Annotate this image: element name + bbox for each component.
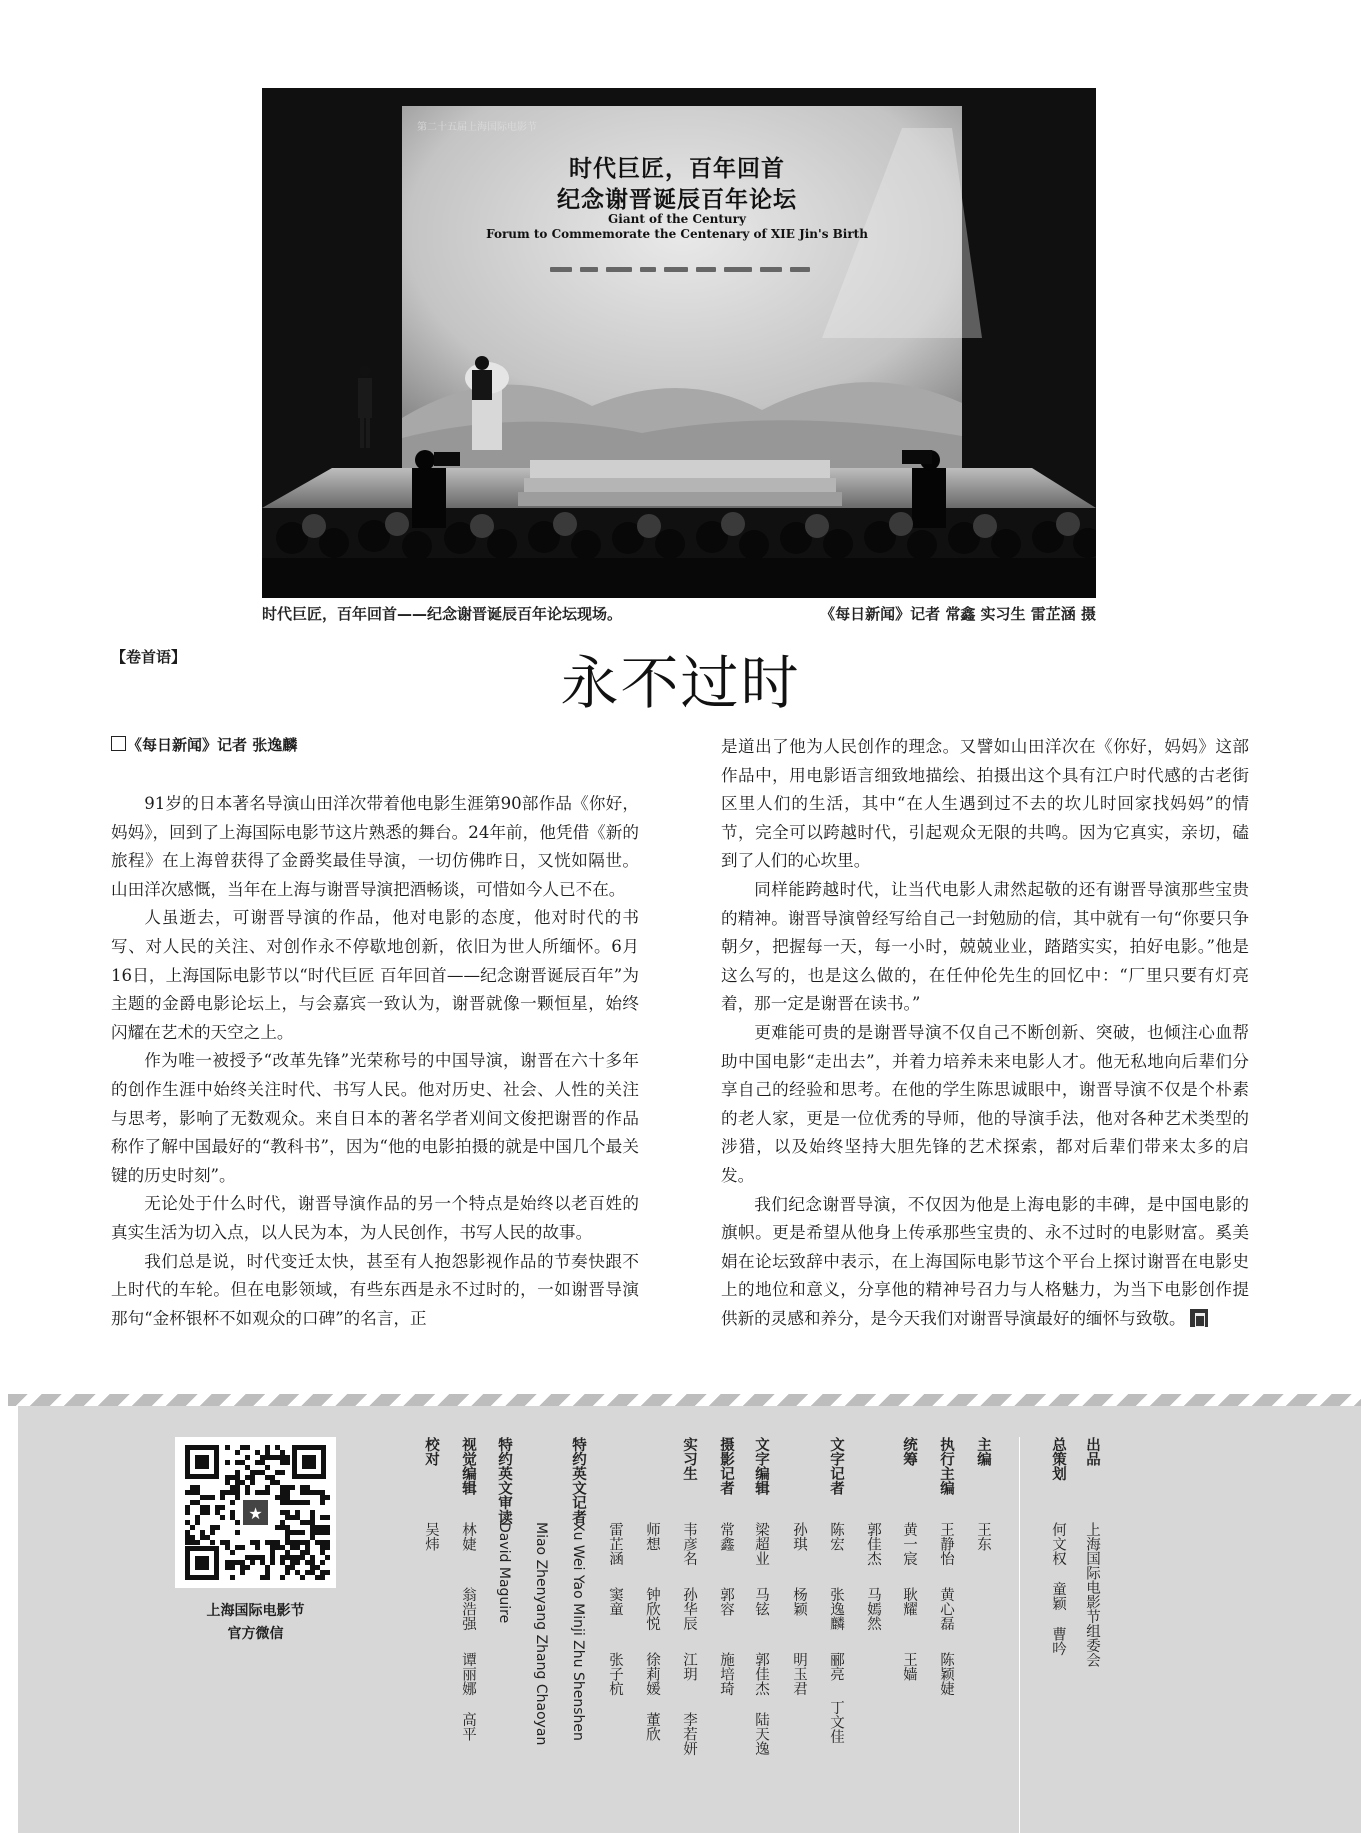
- qr-caption-line2: 官方微信: [227, 1626, 284, 1642]
- festival-logo-text: 第二十五届上海国际电影节: [417, 122, 537, 133]
- role-jiaodui: 校对: [423, 1437, 439, 1466]
- names-shixisheng-a2: 孙华辰: [681, 1587, 697, 1631]
- screen-title-en-line2: Forum to Commemorate the Centenary of XIE Jin's Birth: [486, 227, 868, 241]
- names-shixisheng-a4: 李若妍: [681, 1712, 697, 1756]
- names-teyueyingwenjizhe-1: Xu Wei Yao Minji Zhu Shenshen: [570, 1522, 586, 1741]
- role-sheyingjizhe: 摄影记者: [718, 1437, 734, 1495]
- names-shixisheng-a1: 韦彦名: [681, 1522, 697, 1566]
- masthead-separator: [1019, 1437, 1020, 1833]
- hatched-divider: [8, 1394, 1361, 1406]
- names-wenzibianji-b3: 郭佳杰: [753, 1652, 769, 1696]
- names-wenzibianji-b2: 马铉: [753, 1587, 769, 1616]
- role-tongchou: 统筹: [901, 1437, 917, 1466]
- names-wenzibianji-a3: 明玉君: [791, 1652, 807, 1696]
- article-left-column: [111, 790, 639, 1333]
- paragraph: 人虽逝去，可谢晋导演的作品，他对电影的态度，他对时代的书写、对人民的关注、对创作永不停歇地创新，依旧为世人所缅怀。6月16日，上海国际电影节以“时代巨匠 百年回首——纪念谢晋诞辰百年”为主题的金爵电影论坛上，与会嘉宾一致认为，谢晋就像一颗恒星，始终闪耀在艺术的天空之上。: [111, 908, 639, 1042]
- names-wenzijizhe-a1: 郭佳杰: [865, 1522, 881, 1566]
- column-tag: 【卷首语】: [111, 648, 187, 666]
- qr-code[interactable]: [175, 1437, 336, 1588]
- photo-caption: [262, 603, 1096, 624]
- names-shixisheng-c1: 雷芷涵: [607, 1522, 623, 1566]
- qr-caption: [175, 1600, 336, 1646]
- names-shijuebianji-4: 高平: [460, 1712, 476, 1741]
- names-teyueyingwenjizhe-2: Miao Zhenyang Zhang Chaoyan: [533, 1522, 549, 1746]
- paragraph: 91岁的日本著名导演山田洋次带着他电影生涯第90部作品《你好，妈妈》，回到了上海国际电影节这片熟悉的舞台。24年前，他凭借《新的旅程》在上海曾获得了金爵奖最佳导演，一切仿佛昨日，又恍如隔世。山田洋次感慨，当年在上海与谢晋导演把酒畅谈，可惜如今人已不在。: [111, 794, 639, 899]
- names-shijuebianji-3: 谭丽娜: [460, 1652, 476, 1696]
- role-shijuebianji: 视觉编辑: [460, 1437, 476, 1495]
- names-zongcehua: 何文权 童颖 曹吟: [1050, 1522, 1066, 1656]
- names-sheyingjizhe-1: 常鑫: [718, 1522, 734, 1551]
- names-zhixingzhubian-3: 陈颖婕: [938, 1652, 954, 1696]
- role-wenzijizhe: 文字记者: [828, 1437, 844, 1495]
- names-wenzijizhe-b2: 张逸麟: [828, 1587, 844, 1631]
- screen-title-cn-line1: 时代巨匠，百年回首: [569, 156, 785, 182]
- photo-credit: 《每日新闻》记者 常鑫 实习生 雷芷涵 摄: [820, 605, 1096, 623]
- names-tongchou-1: 黄一宸: [901, 1522, 917, 1566]
- names-zhixingzhubian-1: 王静怡: [938, 1522, 954, 1566]
- screen-title-cn-line2: 纪念谢晋诞辰百年论坛: [557, 187, 797, 213]
- names-shixisheng-a3: 江玥: [681, 1652, 697, 1681]
- names-chupin: 上海国际电影节组委会: [1084, 1522, 1100, 1667]
- byline-box-icon: [111, 736, 126, 751]
- names-wenzibianji-b1: 梁超业: [753, 1522, 769, 1566]
- photo-caption-text: 时代巨匠，百年回首——纪念谢晋诞辰百年论坛现场。: [262, 605, 623, 623]
- names-tongchou-2: 耿耀: [901, 1587, 917, 1616]
- paragraph: 我们总是说，时代变迁太快，甚至有人抱怨影视作品的节奏快跟不上时代的车轮。但在电影领域，有些东西是永不过时的，一如谢晋导演那句“金杯银杯不如观众的口碑”的名言，正: [111, 1251, 639, 1328]
- article-right-column: [721, 733, 1249, 1333]
- names-shixisheng-c3: 张子杭: [607, 1652, 623, 1696]
- names-shijuebianji-2: 翁浩强: [460, 1587, 476, 1631]
- names-wenzijizhe-b4: 丁文佳: [828, 1700, 844, 1744]
- screen-title-en-line1: Giant of the Century: [608, 212, 746, 226]
- role-teyueyingwenjizhe: 特约英文记者: [570, 1437, 586, 1524]
- names-shixisheng-b2: 钟欣悦: [644, 1587, 660, 1631]
- article-headline: 永不过时: [560, 649, 801, 717]
- names-shixisheng-b3: 徐莉媛: [644, 1652, 660, 1696]
- names-zhixingzhubian-2: 黄心磊: [938, 1587, 954, 1631]
- qr-code-pattern: [175, 1437, 336, 1588]
- names-wenzijizhe-b3: 郦亮: [828, 1652, 844, 1681]
- paragraph: 作为唯一被授予“改革先锋”光荣称号的中国导演，谢晋在六十多年的创作生涯中始终关注时代、书写人民。他对历史、社会、人性的关注与思考，影响了无数观众。来自日本的著名学者刈间文俊把谢晋的作品称作了解中国最好的“教科书”，因为“他的电影拍摄的就是中国几个最关键的历史时刻”。: [111, 1051, 639, 1185]
- role-wenzibianji: 文字编辑: [753, 1437, 769, 1495]
- role-zhubian: 主编: [975, 1437, 991, 1466]
- names-wenzijizhe-b1: 陈宏: [828, 1522, 844, 1551]
- names-teyueyingwenshendu: David Maguire: [496, 1522, 512, 1624]
- byline-text: 《每日新闻》记者 张逸麟: [127, 736, 298, 754]
- paragraph: 更难能可贵的是谢晋导演不仅自己不断创新、突破，也倾注心血帮助中国电影“走出去”，并着力培养未来电影人才。他无私地向后辈们分享自己的经验和思考。在他的学生陈思诚眼中，谢晋导演不仅是个朴素的老人家，更是一位优秀的导师，他的导演手法，他对各种艺术类型的涉猎，以及始终坚持大胆先锋的艺术探索，都对后辈们带来太多的启发。: [721, 1022, 1249, 1185]
- names-sheyingjizhe-2: 郭容: [718, 1587, 734, 1616]
- paragraph-text: 我们纪念谢晋导演，不仅因为他是上海电影的丰碑，是中国电影的旗帜。更是希望从他身上传承那些宝贵的、永不过时的电影财富。奚美娟在论坛致辞中表示，在上海国际电影节这个平台上探讨谢晋在电影史上的地位和意义，分享他的精神号召力与人格魅力，为当下电影创作提供新的灵感和养分，是今天我们对谢晋导演最好的缅怀与致敬。: [721, 1194, 1249, 1328]
- names-jiaodui: 吴炜: [423, 1522, 439, 1551]
- names-wenzibianji-a1: 孙琪: [791, 1522, 807, 1551]
- sponsor-logo-row: [542, 263, 817, 275]
- role-zongcehua: 总策划: [1050, 1437, 1066, 1481]
- paragraph: 同样能跨越时代，让当代电影人肃然起敬的还有谢晋导演那些宝贵的精神。谢晋导演曾经写给自己一封勉励的信，其中就有一句“你要只争朝夕，把握每一天，每一小时，兢兢业业，踏踏实实，拍好电影。”他是这么写的，也是这么做的，在任仲伦先生的回忆中：“厂里只要有灯亮着，那一定是谢晋在读书。”: [721, 879, 1249, 1014]
- names-shixisheng-b1: 师想: [644, 1522, 660, 1551]
- names-tongchou-3: 王嫱: [901, 1652, 917, 1681]
- paragraph-last: [721, 1191, 1249, 1334]
- role-shixisheng: 实习生: [681, 1437, 697, 1481]
- paragraph: 是道出了他为人民创作的理念。又譬如山田洋次在《你好，妈妈》这部作品中，用电影语言细致地描绘、拍摄出这个具有江户时代感的古老街区里人们的生活，其中“在人生遇到过不去的坎儿时回家找妈妈”的情节，完全可以跨越时代，引起观众无限的共鸣。因为它真实，亲切，磕到了人们的心坎里。: [721, 737, 1249, 871]
- names-wenzijizhe-a2: 马嫣然: [865, 1587, 881, 1631]
- paragraph: 无论处于什么时代，谢晋导演作品的另一个特点是始终以老百姓的真实生活为切入点，以人民为本，为人民创作，书写人民的故事。: [111, 1194, 639, 1242]
- qr-caption-line1: 上海国际电影节: [206, 1603, 305, 1619]
- svg-text:★: ★: [248, 1504, 263, 1523]
- end-mark-icon: [1190, 1309, 1208, 1327]
- forum-photo: [262, 88, 1096, 598]
- names-wenzibianji-b4: 陆天逸: [753, 1712, 769, 1756]
- names-zhubian: 王东: [975, 1522, 991, 1551]
- names-shixisheng-c2: 窦童: [607, 1587, 623, 1616]
- role-teyueyingwenshendu: 特约英文审读: [496, 1437, 512, 1524]
- names-sheyingjizhe-3: 施培琦: [718, 1652, 734, 1696]
- byline: [111, 734, 297, 755]
- names-shijuebianji-1: 林婕: [460, 1522, 476, 1551]
- role-chupin: 出品: [1084, 1437, 1100, 1466]
- names-wenzibianji-a2: 杨颖: [791, 1587, 807, 1616]
- names-shixisheng-b4: 董欣: [644, 1712, 660, 1741]
- role-zhixingzhubian: 执行主编: [938, 1437, 954, 1495]
